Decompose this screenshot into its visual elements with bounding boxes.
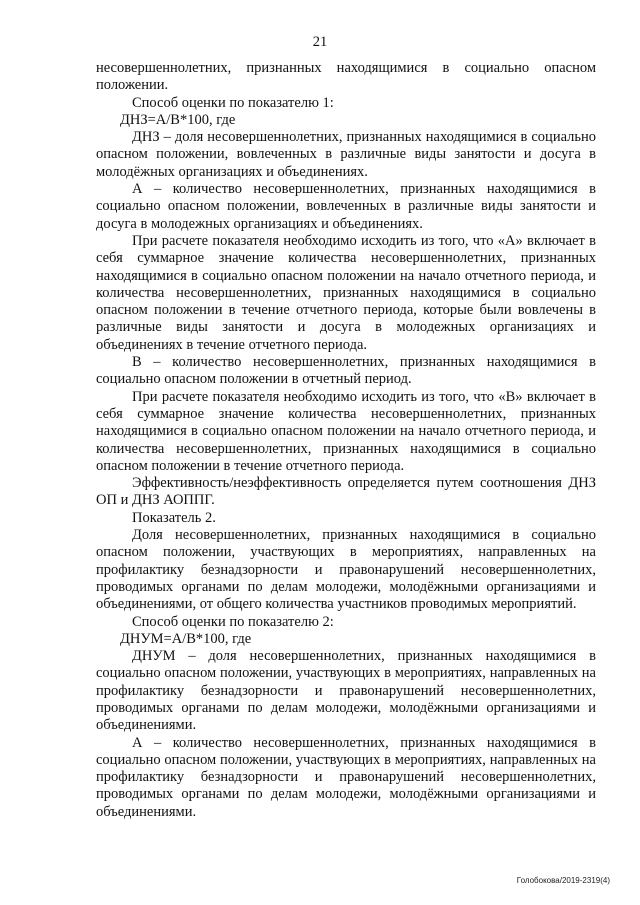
paragraph-a-calculation: При расчете показателя необходимо исходить из того, что «А» включает в себя суммарное значение количества несовершеннолетних, признанных находящимися в социально опасном положении на начало отчетного периода, и количества несовершеннолетних, признанных находящимися в социально опасном положении в течение отчетного периода, которые были вовлечены в различные виды занятости и досуга в молодежных организациях и объединениях в течение отчетного периода. <box>96 232 596 353</box>
paragraph-dnum-definition: ДНУМ – доля несовершеннолетних, признанных находящимися в социально опасном положении, участвующих в мероприятиях, направленных на профилактику безнадзорности и правонарушений несовершеннолетних, проводимых органами по делам молодежи, молодёжными организациями и объединениями. <box>96 648 596 734</box>
paragraph-indicator-2-description: Доля несовершеннолетних, признанных находящимися в социально опасном положении, участвующих в мероприятиях, направленных на профилактику безнадзорности и правонарушений несовершеннолетних, проводимых органами по делам молодежи, молодёжными организациями и объединениями, от общего количества участников проводимых мероприятий. <box>96 527 596 613</box>
paragraph-a-definition: А – количество несовершеннолетних, признанных находящимися в социально опасном положении, вовлеченных в различные виды занятости и досуга в молодежных организациях и объединениях. <box>96 181 596 232</box>
document-footer-code: Голобокова/2019-2319(4) <box>516 876 610 885</box>
paragraph-b-calculation: При расчете показателя необходимо исходить из того, что «В» включает в себя суммарное значение количества несовершеннолетних, признанных находящимися в социально опасном положении на начало отчетного периода, и количества несовершеннолетних, признанных находящимися в социально опасном положении в течение отчетного периода. <box>96 388 596 474</box>
paragraph-dnz-definition: ДНЗ – доля несовершеннолетних, признанных находящимися в социально опасном положении, вовлеченных в различные виды занятости и досуга в молодёжных организациях и объединениях. <box>96 129 596 180</box>
paragraph-indicator-2: Показатель 2. <box>132 509 216 526</box>
paragraph-method-1: Способ оценки по показателю 1: <box>132 94 334 111</box>
paragraph-a2-definition: А – количество несовершеннолетних, признанных находящимися в социально опасном положении, участвующих в мероприятиях, направленных на профилактику безнадзорности и правонарушений несовершеннолетних, проводимых органами по делам молодежи, молодёжными организациями и объединениями. <box>96 734 596 820</box>
paragraph-method-2: Способ оценки по показателю 2: <box>132 613 334 630</box>
paragraph-b-definition: В – количество несовершеннолетних, признанных находящимися в социально опасном положении в отчетный период. <box>96 354 596 388</box>
paragraph-continuation: несовершеннолетних, признанных находящимися в социально опасном положении. <box>96 60 596 94</box>
formula-dnum: ДНУМ=А/В*100, где <box>120 630 252 647</box>
paragraph-effectiveness: Эффективность/неэффективность определяется путем соотношения ДНЗ ОП и ДНЗ АОППГ. <box>96 475 596 509</box>
document-body <box>96 60 596 821</box>
page-number: 21 <box>312 34 328 50</box>
formula-dnz: ДНЗ=А/В*100, где <box>120 111 236 128</box>
